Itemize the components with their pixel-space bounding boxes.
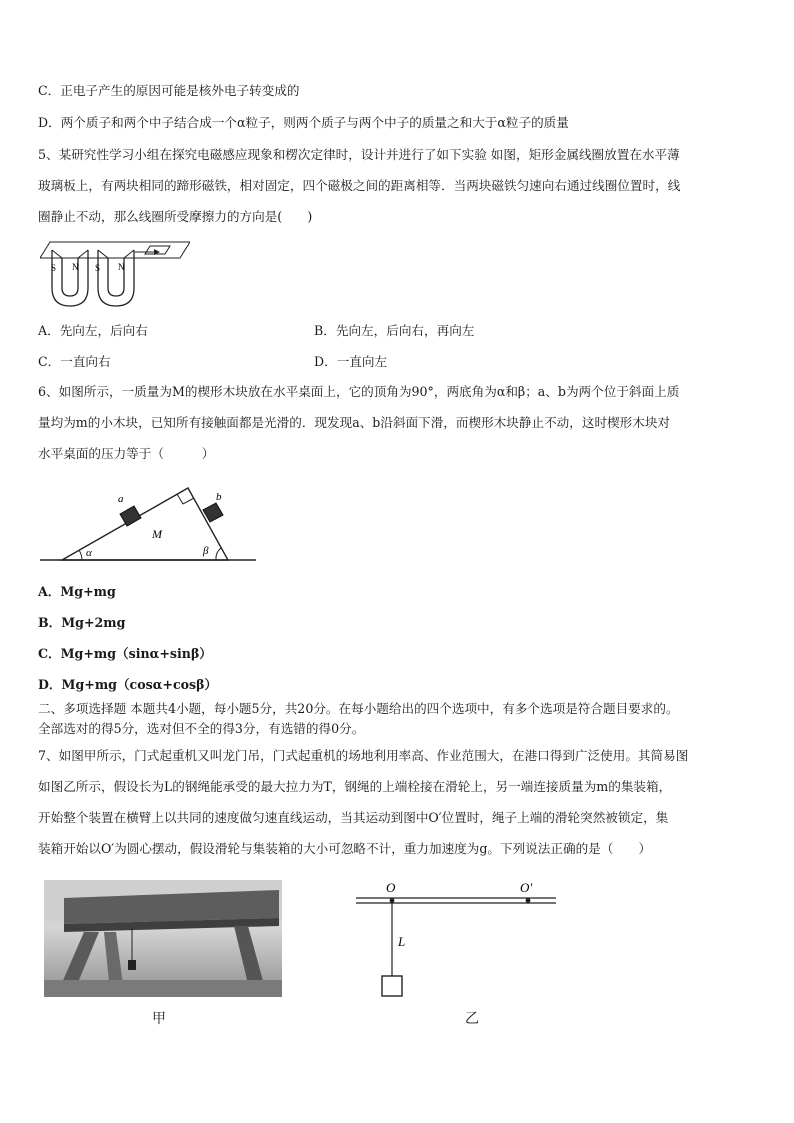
caption-yi: 乙	[465, 1011, 479, 1027]
section2-instructions-line-1: 二、多项选择题 本题共4小题，每小题5分，共20分。在每小题给出的四个选项中，有多个选项是符合题目要求的。	[38, 701, 679, 716]
pole-label: S	[51, 263, 57, 273]
q6-option-b: B．Mg+2mg	[38, 615, 126, 630]
q5-magnet-figure	[40, 236, 190, 312]
q4-option-d: D．两个质子和两个中子结合成一个α粒子，则两个质子与两个中子的质量之和大于α粒子的质量	[38, 115, 569, 130]
label-alpha: α	[86, 547, 92, 559]
q6-option-c: C．Mg+mg（sinα+sinβ）	[38, 646, 212, 661]
q7-stem-line-2: 如图乙所示，假设长为L的钢绳能承受的最大拉力为T，钢绳的上端栓接在滑轮上，另一端连接质量为m的集装箱，	[38, 779, 672, 794]
q6-wedge-figure	[40, 474, 260, 566]
pole-label: N	[72, 262, 79, 272]
pole-label: N	[118, 262, 125, 272]
q7-stem-line-1: 7、如图甲所示，门式起重机又叫龙门吊，门式起重机的场地利用率高、作业范围大，在港口得到广泛使用。其简易图	[38, 748, 689, 763]
q5-option-b: B．先向左，后向右，再向左	[314, 323, 475, 338]
caption-jia: 甲	[152, 1011, 166, 1027]
q5-stem-line-3: 圈静止不动，那么线圈所受摩擦力的方向是( )	[38, 209, 313, 224]
label-a: a	[118, 493, 124, 505]
q7-schematic-figure	[350, 876, 560, 1006]
q5-stem-line-1: 5、某研究性学习小组在探究电磁感应现象和楞次定律时，设计并进行了如下实验 如图，矩形金属线圈放置在水平薄	[38, 147, 680, 162]
section2-instructions-line-2: 全部选对的得5分，选对但不全的得3分，有选错的得0分。	[38, 721, 365, 736]
q5-stem-line-2: 玻璃板上，有两块相同的蹄形磁铁，相对固定，四个磁极之间的距离相等．当两块磁铁匀速向右通过线圈位置时，线	[38, 178, 681, 193]
label-b: b	[216, 491, 222, 503]
pole-label: S	[95, 263, 101, 273]
q5-option-a: A．先向左，后向右	[38, 323, 148, 338]
q7-stem-line-4: 装箱开始以O′为圆心摆动，假设滑轮与集装箱的大小可忽略不计，重力加速度为g。下列说法正确的是（ ）	[38, 841, 652, 856]
q6-option-a: A．Mg+mg	[38, 584, 116, 599]
q5-option-c: C．一直向右	[38, 354, 111, 369]
label-M: M	[152, 527, 162, 541]
q4-option-c: C．正电子产生的原因可能是核外电子转变成的	[38, 83, 300, 98]
label-L: L	[398, 934, 406, 949]
q7-stem-line-3: 开始整个装置在横臂上以共同的速度做匀速直线运动，当其运动到图中O′位置时，绳子上端的滑轮突然被锁定，集	[38, 810, 669, 825]
q6-stem-line-3: 水平桌面的压力等于（ ）	[38, 446, 215, 461]
label-O: O	[386, 880, 396, 895]
label-O-prime: O′	[520, 880, 533, 895]
q6-stem-line-1: 6、如图所示，一质量为M的楔形木块放在水平桌面上，它的顶角为90°，两底角为α和β；a、b为两个位于斜面上质	[38, 384, 680, 399]
q5-option-d: D．一直向左	[314, 354, 388, 369]
label-beta: β	[203, 545, 209, 557]
q6-option-d: D．Mg+mg（cosα+cosβ）	[38, 677, 218, 692]
gantry-crane-photo	[44, 880, 282, 997]
q6-stem-line-2: 量均为m的小木块，已知所有接触面都是光滑的．现发现a、b沿斜面下滑，而楔形木块静止不动，这时楔形木块对	[38, 415, 671, 430]
